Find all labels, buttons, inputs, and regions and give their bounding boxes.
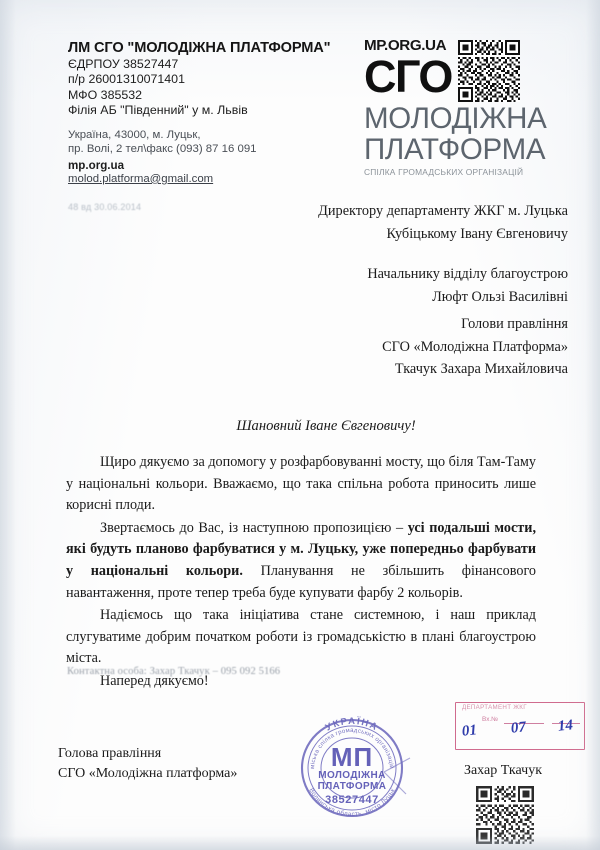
edrpou-code: ЄДРПОУ 38527447 <box>68 57 179 71</box>
addressee-name: Люфт Ользі Василівні <box>432 288 568 305</box>
addressee-position: Начальнику відділу благоустрою <box>367 266 568 282</box>
stamp-registration-code: 38527447 <box>325 794 379 806</box>
paragraph-2-tail: Планування не збільшить фінансового навантаження, проте тепер треба буде купувати фарбу 2 кольорів. <box>66 562 537 601</box>
qr-code-icon <box>458 40 520 102</box>
signer-position: Голова правління <box>58 746 162 761</box>
svg-text:УКРАЇНА: УКРАЇНА <box>323 715 381 734</box>
addressee-organization: СГО «Молодіжна Платформа» <box>382 338 568 355</box>
qr-code-icon <box>475 786 535 844</box>
contact-person-line: Контактна особа: Захар Ткачук – 095 092 5166 <box>67 666 281 677</box>
body-paragraph-2 <box>66 518 536 604</box>
body-paragraph-1: Щиро дякуємо за допомогу у розфарбовуванні мосту, що біля Там-Таму у національні кольори. Вважаємо, що така спільна робота приносить лише корисні плоди. <box>66 454 536 514</box>
organization-name: ЛМ СГО "МОЛОДІЖНА ПЛАТФОРМА" <box>68 40 331 56</box>
stamp-initials: МП <box>330 742 374 772</box>
paragraph-2-emphasis: усі подальші мости, які будуть планово фарбуватися у м. Луцьку, уже попередньо фарбувати у національні кольори. <box>66 519 536 579</box>
logo-word-platforma: ПЛАТФОРМА <box>364 133 546 166</box>
svg-text:міська спілка громадських орга: міська спілка громадських організацій <box>309 727 395 770</box>
organization-round-stamp <box>288 706 416 828</box>
bank-account-number: п/р 26001310071401 <box>68 72 185 87</box>
stamp-word-platforma: ПЛАТФОРМА <box>317 781 387 792</box>
letter-body <box>66 452 536 693</box>
addressee-position: Голови правління <box>461 316 568 332</box>
signer-title-block <box>58 744 237 783</box>
salutation: Шановний Іване Євгеновичу! <box>236 418 416 434</box>
addressee-position: Директору департаменту ЖКГ м. Луцька <box>318 203 568 219</box>
incoming-registration-stamp <box>455 702 585 750</box>
addressee-name: Ткачук Захара Михайловича <box>394 361 568 377</box>
document-reference-number: 48 вд 30.06.2014 <box>68 202 142 212</box>
svg-text:Волинська область, місто Луцьк: Волинська область, місто Луцьк <box>307 787 397 819</box>
logo-word-molodizhna: МОЛОДІЖНА <box>364 102 547 135</box>
paragraph-2-intro: Звертаємось до Вас, із наступною пропозицією – <box>100 519 408 536</box>
registration-handwritten-day: 01 <box>461 722 478 740</box>
addressee-name: Кубіцькому Івану Євгеновичу <box>386 225 568 242</box>
registration-handwritten-month: 07 <box>510 719 527 737</box>
logo-website-text: MP.ORG.UA <box>364 37 447 54</box>
addressee-block-board-chairman <box>382 313 568 381</box>
signer-name: Захар Ткачук <box>463 763 542 778</box>
postal-address-line-2: пр. Волі, 2 тел\факс (093) 87 16 091 <box>68 143 257 156</box>
website-url[interactable]: mp.org.ua <box>68 158 125 172</box>
organization-logo <box>364 38 582 177</box>
signer-organization: СГО «Молодіжна платформа» <box>58 765 238 781</box>
addressee-block-head-of-department <box>367 263 568 308</box>
registration-handwritten-year: 14 <box>557 717 574 735</box>
registration-stamp-title: ДЕПАРТАМЕНТ ЖКГ <box>462 704 527 711</box>
email-address[interactable]: molod.platforma@gmail.com <box>68 172 214 185</box>
mfo-code: МФО 385532 <box>68 87 143 102</box>
body-paragraph-3: Надіємось що така ініціатива стане системною, і наш приклад слугуватиме добрим початком роботи із громадськістю в плані благоустрою міста. <box>66 607 536 667</box>
registration-number-label: Вх.№ <box>482 716 499 723</box>
body-paragraph-4: Наперед дякуємо! <box>100 672 209 689</box>
logo-acronym: СГО <box>364 51 452 102</box>
letterhead-block <box>68 40 368 185</box>
bank-branch: Філія АБ "Південний" у м. Львів <box>68 103 248 118</box>
stamp-word-molodizhna: МОЛОДІЖНА <box>318 770 386 781</box>
postal-address-line-1: Україна, 43000, м. Луцьк, <box>68 128 201 141</box>
logo-subtitle: СПІЛКА ГРОМАДСЬКИХ ОРГАНІЗАЦІЙ <box>364 167 524 177</box>
addressee-block-director <box>318 200 568 245</box>
